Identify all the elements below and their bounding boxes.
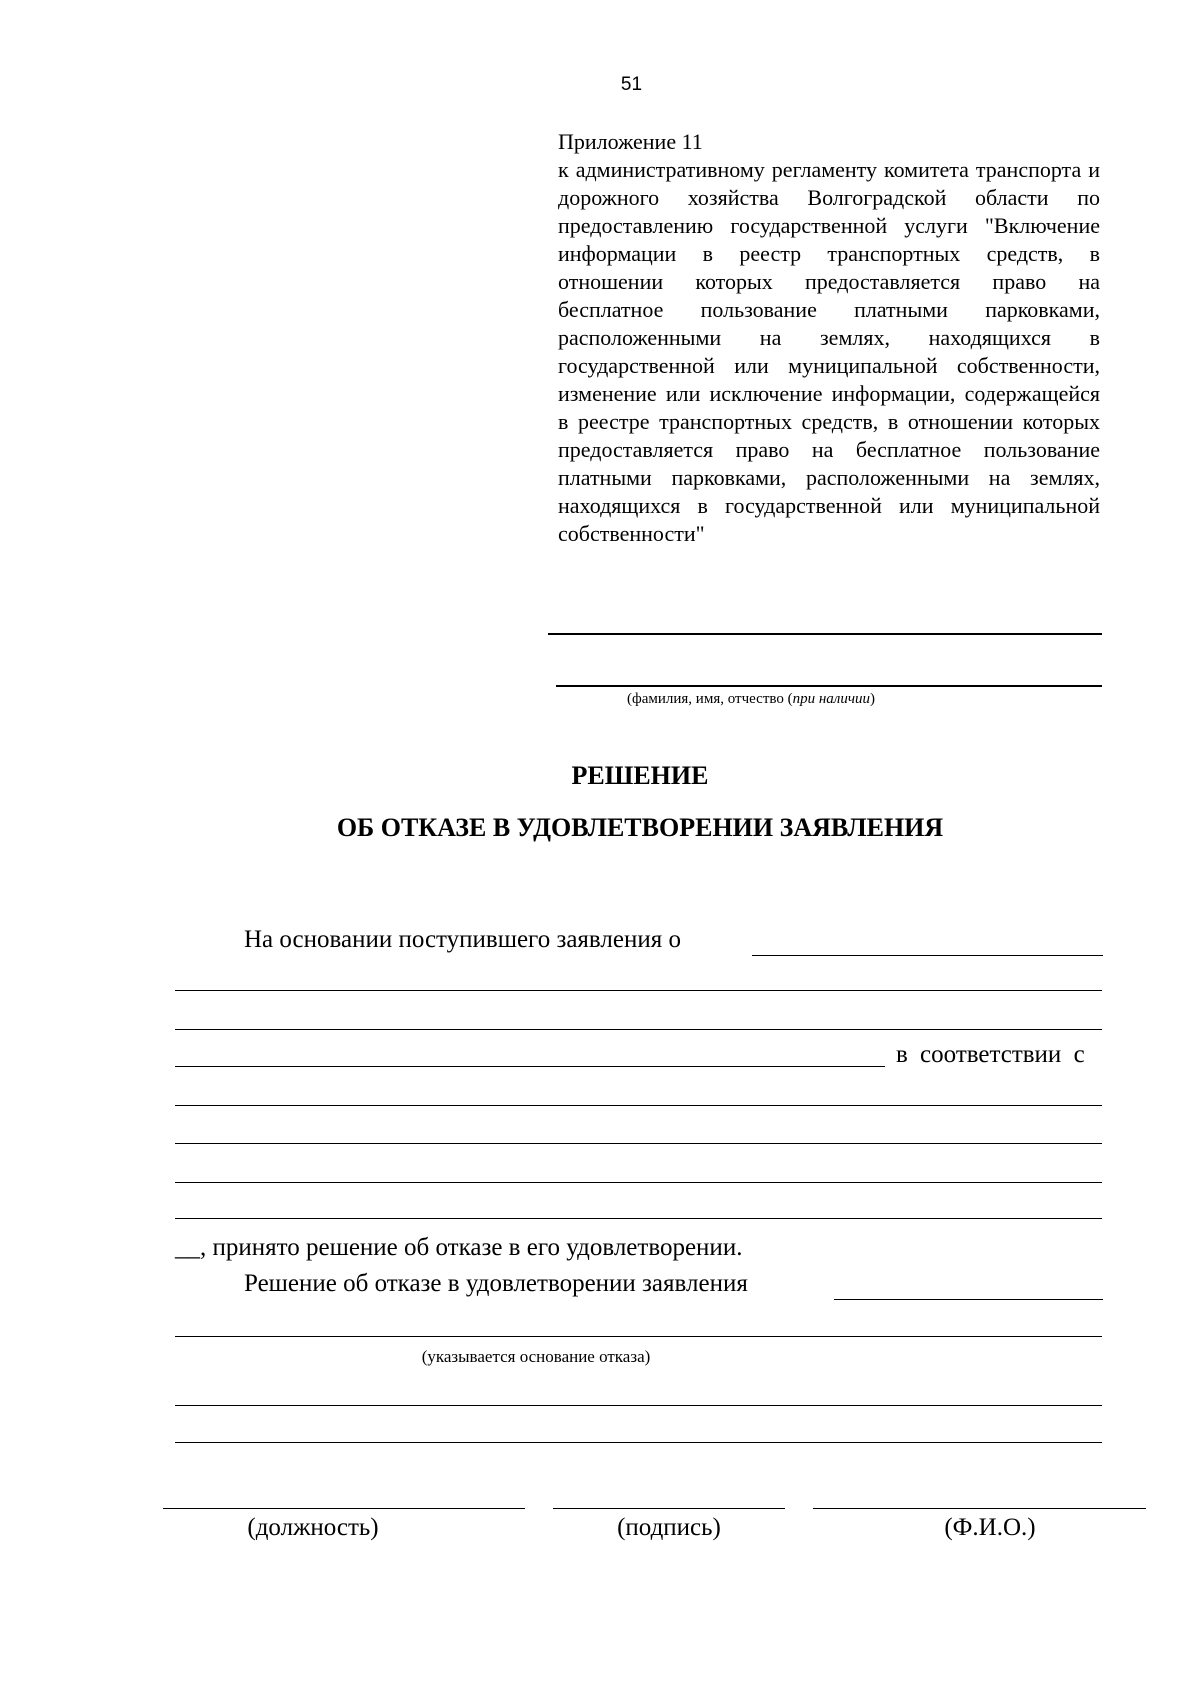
accordance-text: в соответствии с	[896, 1041, 1085, 1068]
signature-line-signature	[553, 1508, 785, 1509]
appendix-title: Приложение 11	[558, 129, 703, 154]
signature-line-name	[813, 1508, 1146, 1509]
accordance-blank	[175, 1066, 885, 1067]
appendix-text: к административному регламенту комитета транспорта и дорожного хозяйства Волгоградской области по предоставлению государственной услуги "Включение информации в реестр транспортных средств, в отношении которых предоставляется право на бесплатное пользование платными парковками, расположенными на землях, находящихся в государственной или муниципальной собственности, изменение или исключение информации, содержащейся в реестре транспортных средств, в отношении которых предоставляется право на бесплатное пользование платными парковками, расположенными на землях, находящихся в государственной или муниципальной собственности"	[558, 157, 1100, 546]
intro-text: На основании поступившего заявления о	[244, 926, 681, 953]
refusal-text: Решение об отказе в удовлетворении заявления	[244, 1270, 748, 1297]
document-subtitle: ОБ ОТКАЗЕ В УДОВЛЕТВОРЕНИИ ЗАЯВЛЕНИЯ	[336, 813, 944, 842]
recipient-caption	[556, 691, 946, 708]
appendix-block	[558, 128, 1100, 548]
signature-label-name: (Ф.И.О.)	[944, 1514, 1036, 1541]
blank-line-3	[175, 1105, 1102, 1106]
refusal-blank	[834, 1299, 1103, 1300]
recipient-caption-suffix: )	[869, 691, 875, 707]
refusal-caption: (указывается основание отказа)	[421, 1347, 651, 1366]
recipient-line-2	[556, 685, 1102, 687]
document-title: РЕШЕНИЕ	[571, 761, 709, 790]
blank-line-1	[175, 990, 1102, 991]
recipient-caption-italic: при наличии	[792, 691, 870, 707]
decision-prefix: __	[175, 1234, 200, 1261]
signature-label-signature: (подпись)	[617, 1514, 721, 1541]
blank-line-2	[175, 1029, 1102, 1030]
signature-line-position	[163, 1508, 525, 1509]
refusal-line-2	[175, 1405, 1102, 1406]
decision-sentence: , принято решение об отказе в его удовлетворении.	[200, 1234, 743, 1261]
intro-blank	[752, 955, 1103, 956]
recipient-line-1	[548, 633, 1102, 635]
blank-line-6	[175, 1218, 1102, 1219]
signature-label-position: (должность)	[247, 1514, 379, 1541]
recipient-caption-prefix: (фамилия, имя, отчество (	[627, 691, 793, 707]
refusal-line-3	[175, 1442, 1102, 1443]
blank-line-5	[175, 1182, 1102, 1183]
decision-text	[175, 1234, 742, 1262]
page-number: 51	[620, 74, 643, 95]
blank-line-4	[175, 1143, 1102, 1144]
refusal-line-1	[175, 1336, 1102, 1337]
